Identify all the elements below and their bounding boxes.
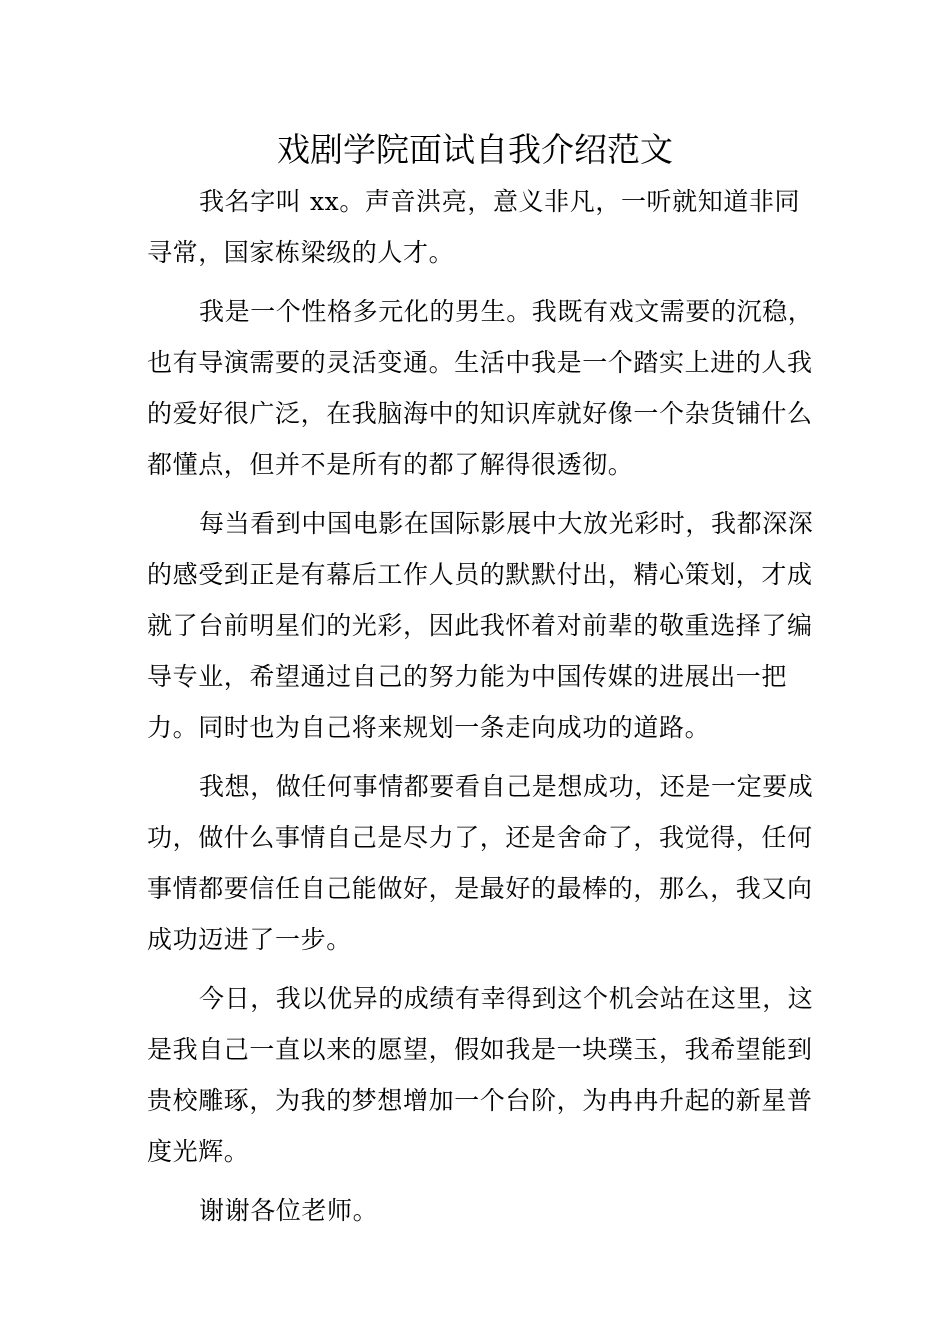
page-title: 戏剧学院面试自我介绍范文	[277, 130, 673, 169]
paragraph-hope: 今日，我以优异的成绩有幸得到这个机会站在这里，这是我自己一直以来的愿望，假如我是一块璞玉，我希望能到贵校雕琢，为我的梦想增加一个台阶，为冉冉升起的新星普度光辉。	[147, 984, 814, 1166]
paragraph-thanks: 谢谢各位老师。	[199, 1196, 379, 1225]
paragraph-intro: 我名字叫 xx。声音洪亮，意义非凡，一听就知道非同寻常，国家栋梁级的人才。	[147, 187, 801, 267]
paragraph-motivation: 每当看到中国电影在国际影展中大放光彩时，我都深深的感受到正是有幕后工作人员的默默付出，精心策划，才成就了台前明星们的光彩，因此我怀着对前辈的敬重选择了编导专业，希望通过自己的努力能为中国传媒的进展出一把力。同时也为自己将来规划一条走向成功的道路。	[147, 509, 814, 742]
paragraph-success: 我想，做任何事情都要看自己是想成功，还是一定要成功，做什么事情自己是尽力了，还是舍命了，我觉得，任何事情都要信任自己能做好，是最好的最棒的，那么，我又向成功迈进了一步。	[147, 772, 814, 954]
document-body	[147, 176, 817, 1244]
paragraph-personality: 我是一个性格多元化的男生。我既有戏文需要的沉稳，也有导演需要的灵活变通。生活中我是一个踏实上进的人我的爱好很广泛，在我脑海中的知识库就好像一个杂货铺什么都懂点，但并不是所有的都了解得很透彻。	[147, 297, 814, 479]
